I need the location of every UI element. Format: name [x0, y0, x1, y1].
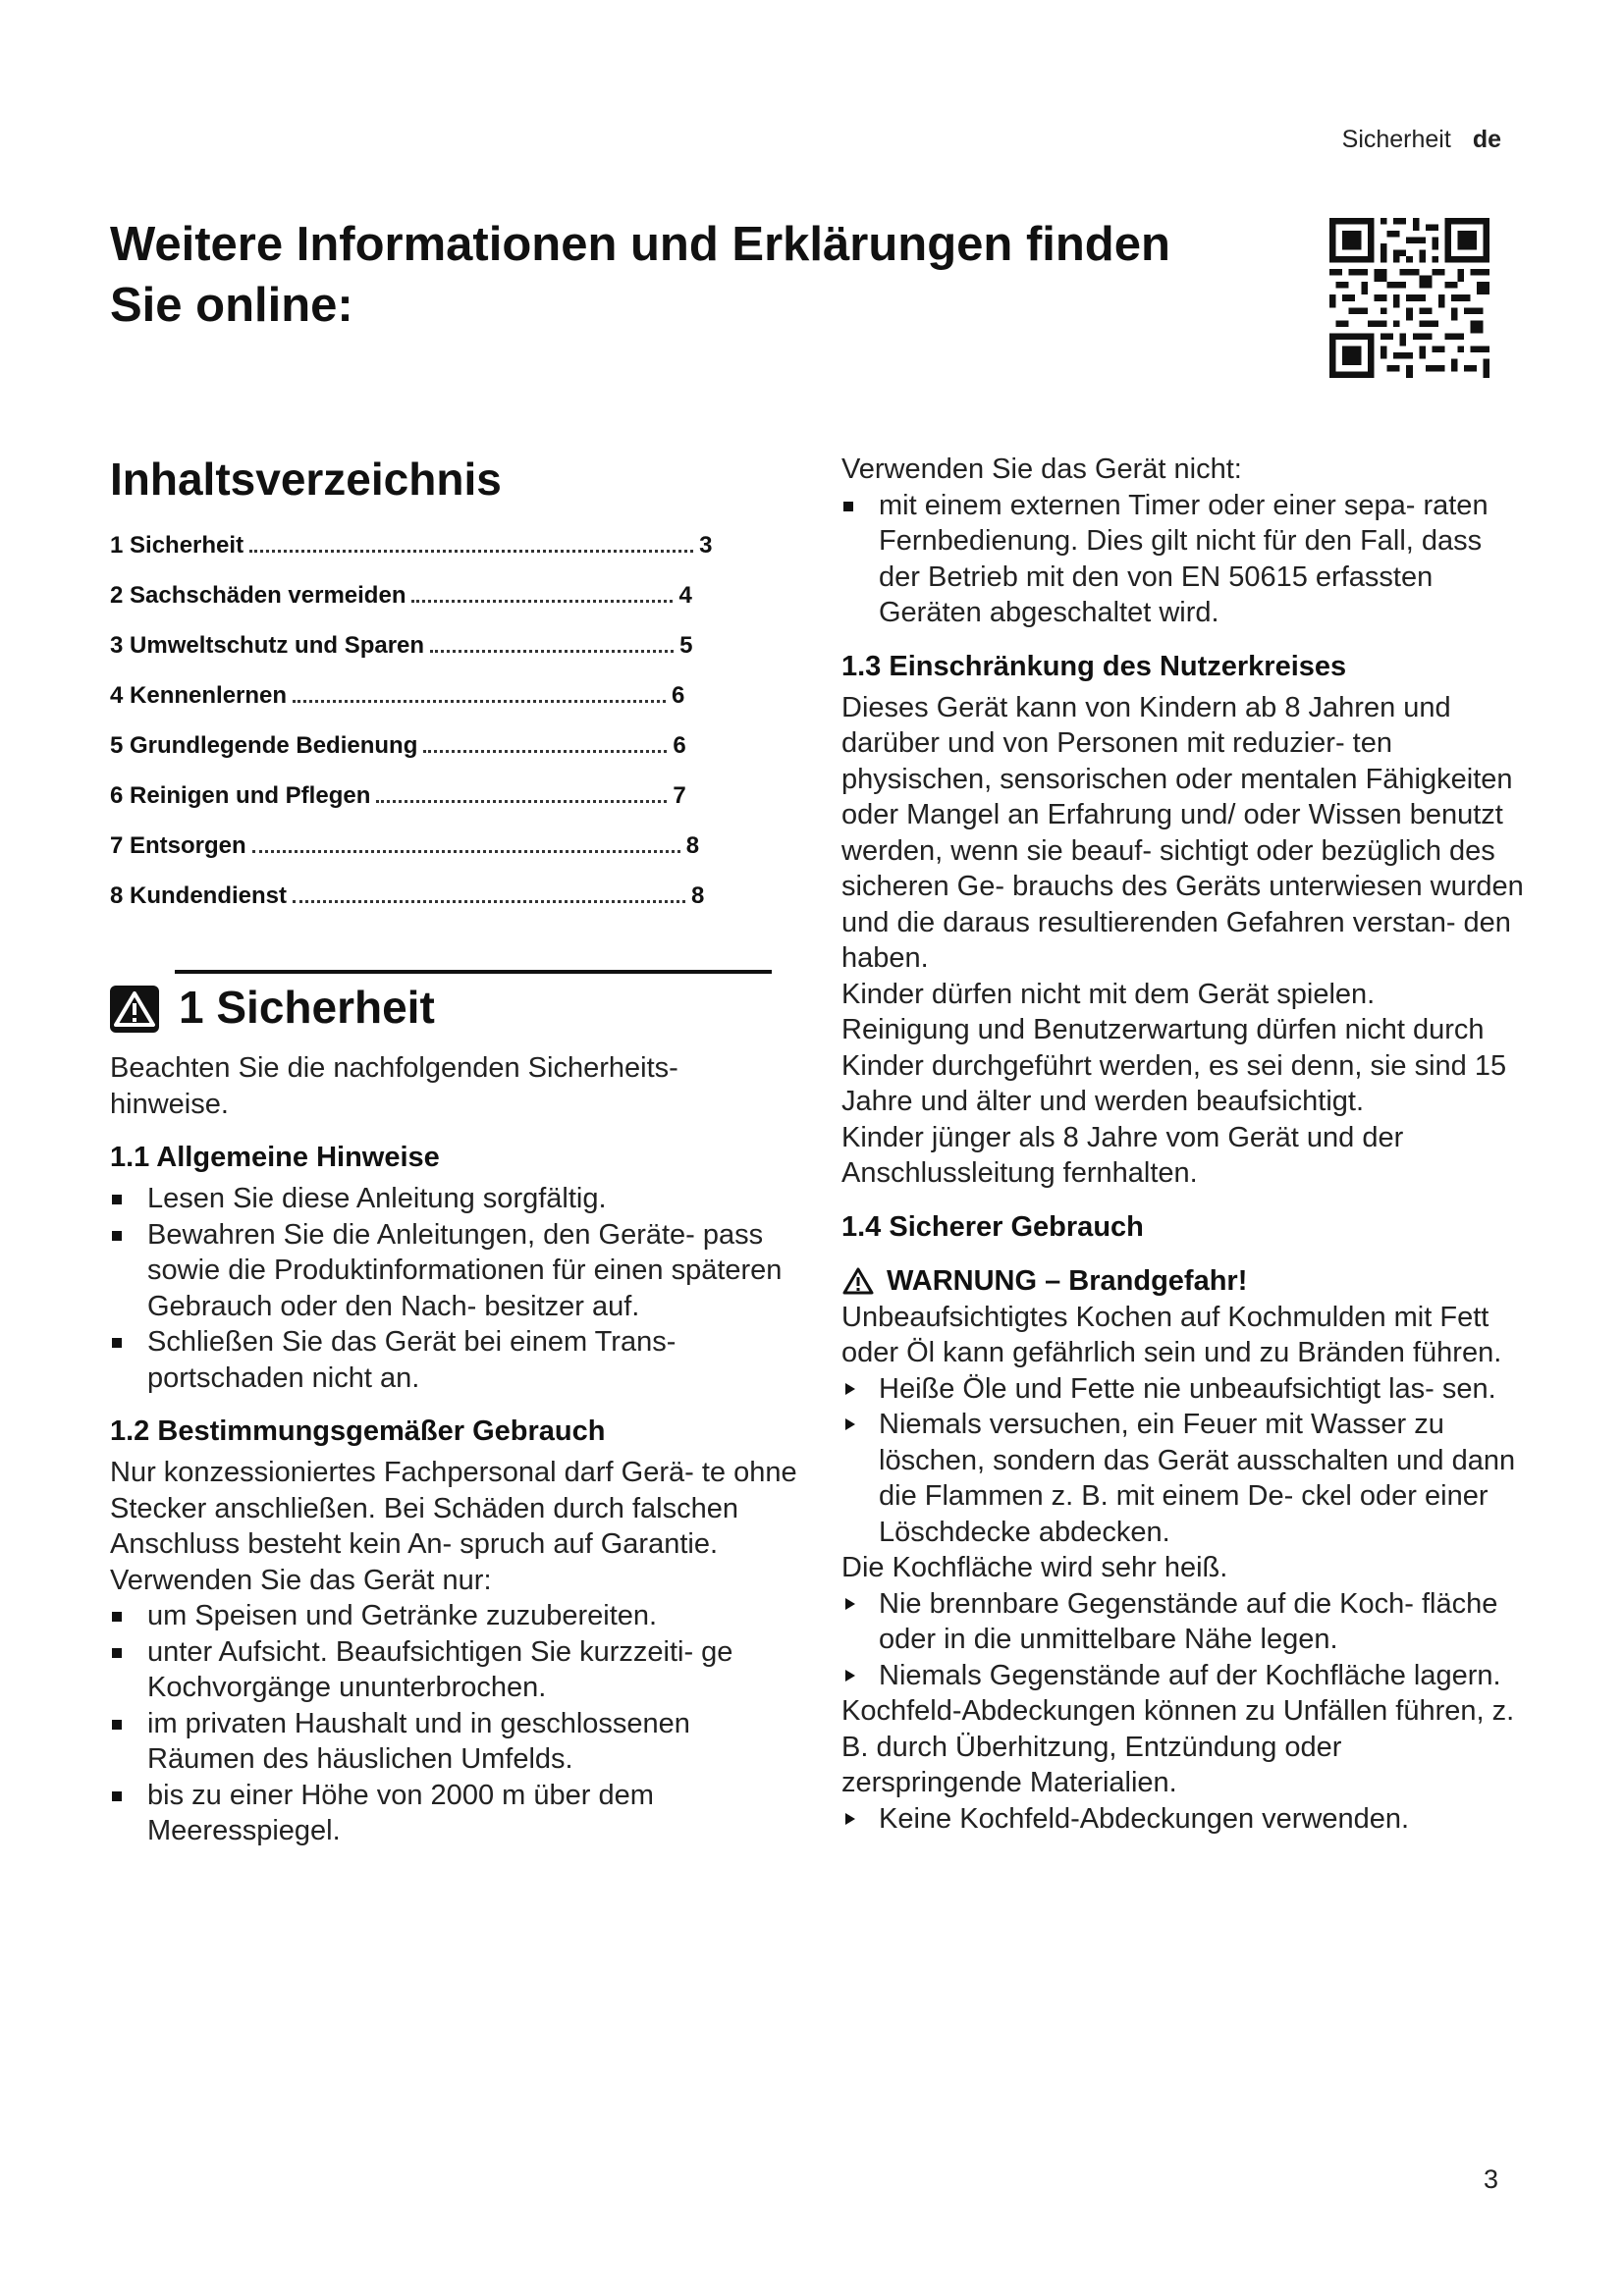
toc-item[interactable]: [110, 882, 797, 933]
toc-item[interactable]: [110, 632, 797, 682]
warning-text: WARNUNG – Brandgefahr!: [887, 1264, 1248, 1297]
toc-item-label: 2 Sachschäden vermeiden: [110, 582, 406, 609]
use-only-list: [110, 1598, 797, 1849]
use-only-label: Verwenden Sie das Gerät nur:: [110, 1564, 492, 1596]
list-item: im privaten Haushalt und in geschlossenen Räumen des häuslichen Umfelds.: [110, 1706, 797, 1778]
restriction-para-1: Dieses Gerät kann von Kindern ab 8 Jahren und darüber und von Personen mit reduzier- ten physischen, sensorischen oder mentalen Fähigkeiten oder Mangel an Erfahrung und/ oder Wissen benutzt werden, wenn sie beauf- sichtigt oder bezüglich des sicheren Ge- brauchs des Geräts unterwiesen wurden und die daraus resultierenden Gefahren verstan- den haben.: [841, 691, 1524, 974]
toc-item[interactable]: [110, 682, 797, 732]
restriction-para-3: Reinigung und Benutzerwartung dürfen nicht durch Kinder durchgeführt werden, es sei denn, sie sind 15 Jahre und älter und werden beaufsichtigt.: [841, 1014, 1507, 1117]
safe-use-para-3: Kochfeld-Abdeckungen können zu Unfällen führen, z. B. durch Überhitzung, Entzündung oder zerspringende Materialien.: [841, 1695, 1515, 1798]
toc-item[interactable]: [110, 582, 797, 632]
not-use-label: Verwenden Sie das Gerät nicht:: [841, 454, 1242, 485]
toc-item-page: 4: [678, 582, 692, 609]
section-title: 1 Sicherheit: [179, 982, 435, 1033]
toc-item-page: 8: [691, 882, 705, 909]
header-language: de: [1472, 126, 1501, 153]
toc-item-page: 6: [673, 732, 686, 759]
subheading-general: 1.1 Allgemeine Hinweise: [110, 1142, 440, 1173]
qr-code-icon: [1329, 218, 1489, 378]
action-item: Keine Kochfeld-Abdeckungen verwenden.: [841, 1801, 1529, 1838]
section-rule: [175, 970, 772, 974]
list-item: mit einem externen Timer oder einer sepa- raten Fernbedienung. Dies gilt nicht für den Fall, dass der Betrieb mit den von EN 50615 erfassten Geräten abgeschaltet wird.: [841, 488, 1529, 631]
not-use-list: [841, 488, 1529, 631]
left-column: [110, 452, 797, 1849]
toc-item[interactable]: [110, 832, 797, 882]
toc-item-label: 8 Kundendienst: [110, 882, 288, 909]
running-header: [1342, 126, 1501, 154]
action-list-1: [841, 1371, 1529, 1551]
action-list-2: [841, 1586, 1529, 1694]
restriction-para-2: Kinder dürfen nicht mit dem Gerät spielen.: [841, 978, 1376, 1010]
list-item: unter Aufsicht. Beaufsichtigen Sie kurzzeiti- ge Kochvorgänge ununterbrochen.: [110, 1634, 797, 1706]
page-title: Weitere Informationen und Erklärungen finden Sie online:: [110, 218, 1170, 332]
subheading-user-restriction: 1.3 Einschränkung des Nutzerkreises: [841, 650, 1347, 682]
list-item: Lesen Sie diese Anleitung sorgfältig.: [110, 1181, 797, 1217]
toc-item-page: 5: [679, 632, 693, 659]
toc-item-label: 5 Grundlegende Bedienung: [110, 732, 418, 759]
toc-heading: Inhaltsverzeichnis: [110, 454, 502, 505]
toc-item[interactable]: [110, 782, 797, 832]
toc-item-page: 3: [699, 532, 713, 559]
toc-item-page: 7: [673, 782, 686, 809]
safe-use-para-2: Die Kochfläche wird sehr heiß.: [841, 1552, 1228, 1583]
warning-box-icon: [110, 986, 159, 1033]
list-item: Bewahren Sie die Anleitungen, den Geräte- pass sowie die Produktinformationen für einen späteren Gebrauch oder den Nach- besitzer auf.: [110, 1217, 797, 1325]
restriction-para-4: Kinder jünger als 8 Jahre vom Gerät und der Anschlussleitung fernhalten.: [841, 1121, 1404, 1189]
toc-item-label: 1 Sicherheit: [110, 532, 244, 559]
toc-item-label: 4 Kennenlernen: [110, 682, 288, 709]
toc-item[interactable]: [110, 532, 797, 582]
action-item: Heiße Öle und Fette nie unbeaufsichtigt las- sen.: [841, 1371, 1529, 1408]
subheading-intended-use: 1.2 Bestimmungsgemäßer Gebrauch: [110, 1415, 606, 1447]
toc-item-label: 6 Reinigen und Pflegen: [110, 782, 371, 809]
toc-item[interactable]: [110, 732, 797, 782]
right-column: [841, 452, 1529, 1837]
toc-item-page: 6: [672, 682, 685, 709]
toc-item-label: 7 Entsorgen: [110, 832, 246, 859]
list-item: Schließen Sie das Gerät bei einem Trans- portschaden nicht an.: [110, 1324, 797, 1396]
action-item: Niemals Gegenstände auf der Kochfläche lagern.: [841, 1658, 1529, 1694]
toc: [110, 532, 797, 933]
header-section: Sicherheit: [1341, 126, 1451, 153]
warning-triangle-icon: [841, 1266, 875, 1296]
page-number: 3: [1483, 2164, 1498, 2194]
list-item: bis zu einer Höhe von 2000 m über dem Meeresspiegel.: [110, 1778, 797, 1849]
action-item: Niemals versuchen, ein Feuer mit Wasser zu löschen, sondern das Gerät ausschalten und dann die Flammen z. B. mit einem De- ckel oder einer Löschdecke abdecken.: [841, 1407, 1529, 1550]
safe-use-para-1: Unbeaufsichtigtes Kochen auf Kochmulden mit Fett oder Öl kann gefährlich sein und zu Bränden führen.: [841, 1301, 1502, 1368]
warning-line: [841, 1262, 1529, 1300]
list-item: um Speisen und Getränke zuzubereiten.: [110, 1598, 797, 1634]
action-list-3: [841, 1801, 1529, 1838]
toc-item-label: 3 Umweltschutz und Sparen: [110, 632, 425, 659]
section-heading: [110, 966, 797, 1050]
safety-intro: Beachten Sie die nachfolgenden Sicherheits- hinweise.: [110, 1052, 678, 1120]
general-list: [110, 1181, 797, 1396]
action-item: Nie brennbare Gegenstände auf die Koch- fläche oder in die unmittelbare Nähe legen.: [841, 1586, 1529, 1658]
intended-use-para: Nur konzessioniertes Fachpersonal darf Gerä- te ohne Stecker anschließen. Bei Schäden durch falschen Anschluss besteht kein An- spruch auf Garantie.: [110, 1457, 797, 1560]
toc-item-page: 8: [685, 832, 700, 859]
subheading-safe-use: 1.4 Sicherer Gebrauch: [841, 1210, 1144, 1243]
